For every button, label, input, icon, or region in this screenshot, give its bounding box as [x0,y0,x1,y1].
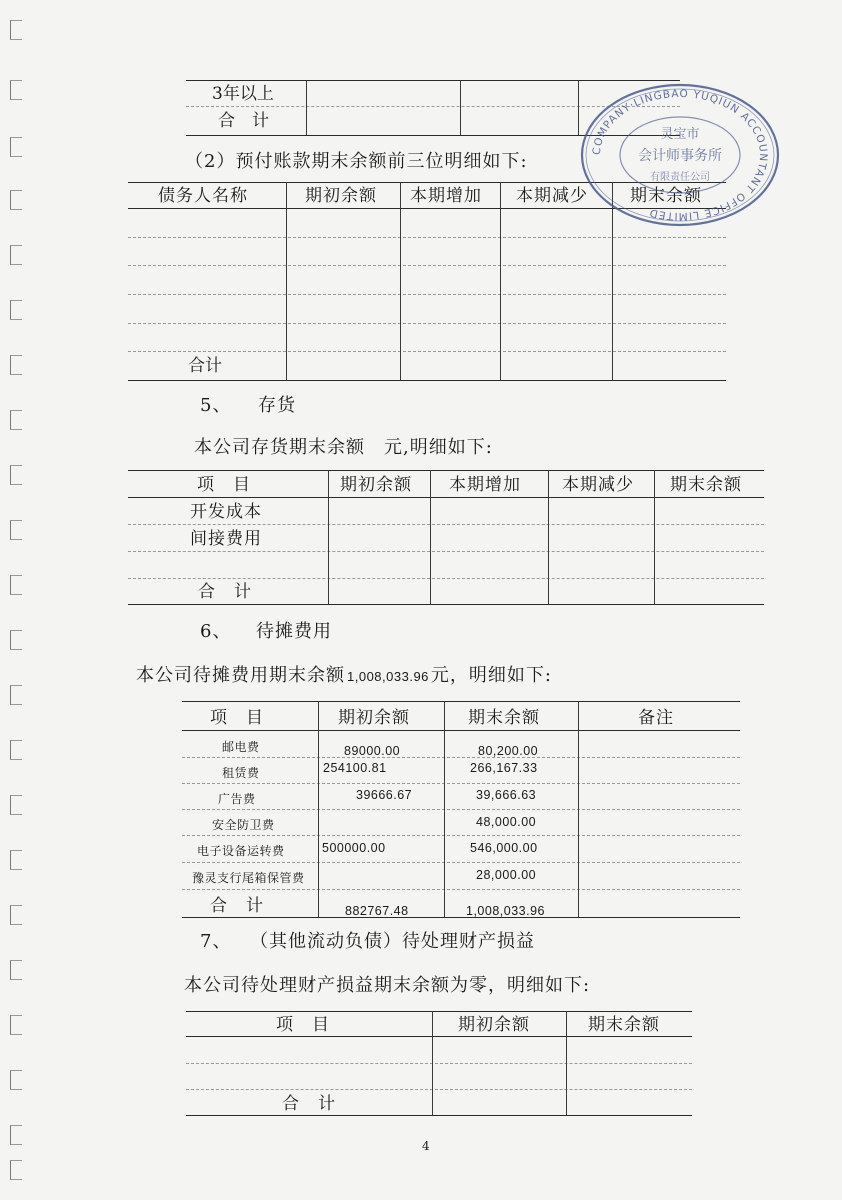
deferred-row-closing: 48,000.00 [476,815,537,829]
deferred-title: 待摊费用 [256,621,332,642]
deferred-row-item: 租赁费 [222,766,260,780]
deferred-row-item: 电子设备运转费 [197,844,285,858]
pending-intro: 本公司待处理财产损益期末余额为零，明细如下: [184,975,591,996]
deferred-row-item: 安全防卫费 [212,818,275,832]
prepaid-col-opening: 期初余额 [305,186,377,206]
seal-ring-text: COMPANY·LINGBAO YUQIUN ACCOUNTANT OFFICE LIMITED [590,87,770,223]
inventory-title: 存货 [258,395,296,416]
deferred-total-label: 合 计 [210,896,264,916]
prepaid-col-debtor: 债务人名称 [158,186,248,206]
inventory-number: 5、 [200,395,232,416]
pending-title: （其他流动负债）待处理财产损益 [250,931,535,952]
inventory-intro: 本公司存货期末余额 元,明细如下: [194,437,493,458]
deferred-intro-prefix: 本公司待摊费用期末余额 [136,665,345,686]
pending-col-closing: 期末余额 [588,1015,660,1035]
inventory-col-item: 项 目 [197,475,251,495]
deferred-row-item: 邮电费 [222,740,260,754]
company-seal [578,80,782,230]
pending-col-item: 项 目 [276,1015,330,1035]
deferred-row-closing: 28,000.00 [476,868,537,882]
deferred-total-closing: 1,008,033.96 [466,904,545,918]
deferred-row-closing: 266,167.33 [470,761,538,775]
deferred-intro-suffix: 元，明细如下: [430,665,552,686]
inventory-row-label: 开发成本 [190,502,262,522]
svg-text:会计师事务所: 会计师事务所 [638,148,722,164]
deferred-row-closing: 80,200.00 [478,744,539,758]
prepaid-col-closing: 期末余额 [630,186,702,206]
deferred-row-opening: 89000.00 [344,744,401,758]
prepaid-heading: （2）预付账款期末余额前三位明细如下: [185,151,528,172]
page-number: 4 [422,1139,430,1153]
deferred-number: 6、 [200,621,232,642]
deferred-row-opening: 254100.81 [323,761,387,775]
prepaid-col-increase: 本期增加 [410,186,482,206]
inventory-col-opening: 期初余额 [340,475,412,495]
deferred-intro-amount: 1,008,033.96 [347,669,429,684]
deferred-intro [136,666,552,687]
deferred-row-closing: 39,666.63 [476,788,537,802]
inventory-col-increase: 本期增加 [449,475,521,495]
deferred-col-item: 项 目 [210,708,264,728]
aging-row-label: 3年以上 [212,84,274,104]
aging-total-label: 合 计 [218,111,269,131]
deferred-col-opening: 期初余额 [338,708,410,728]
svg-text:有限责任公司: 有限责任公司 [650,172,710,183]
prepaid-total-label: 合计 [188,356,222,376]
pending-total-label: 合 计 [282,1094,336,1114]
pending-col-opening: 期初余额 [458,1015,530,1035]
inventory-col-closing: 期末余额 [670,475,742,495]
inventory-row-label: 间接费用 [190,529,262,549]
seal-graphic [578,80,782,230]
deferred-col-remark: 备注 [638,708,674,728]
deferred-row-item: 豫灵支行尾箱保管费 [192,871,305,885]
deferred-row-closing: 546,000.00 [470,841,538,855]
prepaid-col-decrease: 本期减少 [516,186,588,206]
inventory-col-decrease: 本期减少 [562,475,634,495]
svg-text:灵宝市: 灵宝市 [660,127,700,142]
deferred-col-closing: 期末余额 [468,708,540,728]
pending-number: 7、 [200,931,232,952]
deferred-row-opening: 39666.67 [356,788,413,802]
deferred-total-opening: 882767.48 [345,904,409,918]
deferred-row-item: 广告费 [218,792,256,806]
inventory-total-label: 合 计 [198,582,252,602]
deferred-row-opening: 500000.00 [322,841,386,855]
